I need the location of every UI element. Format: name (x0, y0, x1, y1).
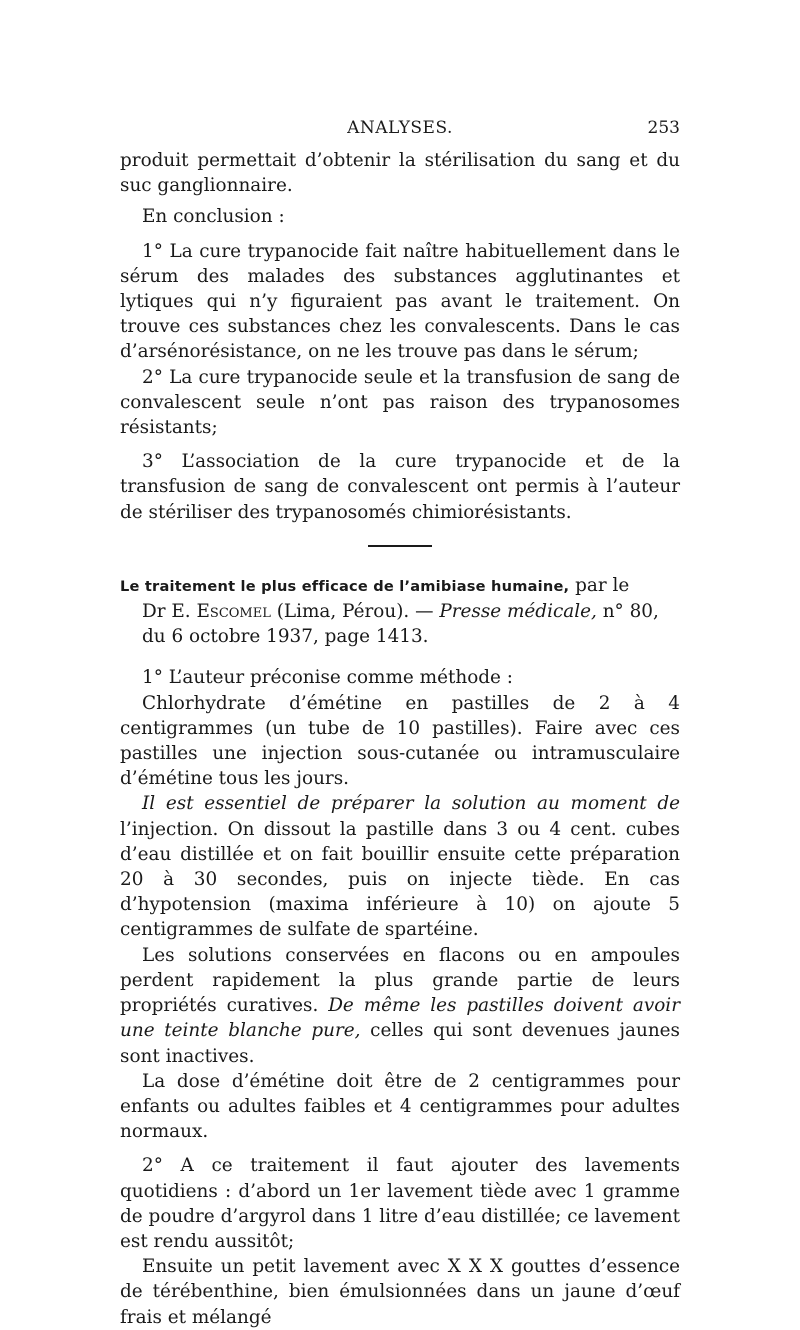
solutions-text-end: celles qui sont devenues jaunes sont inactives. (120, 1020, 680, 1067)
bibliographic-reference (120, 573, 680, 650)
reference-journal: Presse médicale, (439, 601, 597, 623)
page-body (120, 148, 680, 1330)
preparation-text: l’injection. On dissout la pastille dans 3 ou 4 cent. cubes d’eau distillée et on fait bouillir ensuite cette préparation 20 à 30 secondes, puis on injecte tiède. En cas d’hypotension (maxima inférieure à 10) on ajoute 5 centigrammes de sulfate de spartéine. (120, 818, 680, 941)
reference-continuation (120, 599, 680, 649)
page-header (120, 118, 680, 142)
solutions-text-start: Les solutions conservées en flacons ou en ampoules perdent rapidement la plus grande partie de leurs propriétés curatives. (120, 944, 680, 1017)
reference-author-prefix: Dr E. (142, 601, 197, 623)
running-title: ANALYSES. (347, 118, 453, 138)
paragraph-method-solutions (120, 943, 680, 1069)
paragraph-method-emetine: Chlorhydrate d’émétine en pastilles de 2 à 4 centigrammes (un tube de 10 pastilles). Faire avec ces pastilles une injection sous-cutanée ou intramusculaire d’émétine tous les jours. (120, 692, 680, 790)
paragraph-conclusion-1: 1° La cure trypanocide fait naître habituellement dans le sérum des malades des substances agglutinantes et lytiques qui n’y figuraient pas avant le traitement. On trouve ces substances chez les convalescents. Dans le cas d’arsénorésistance, on ne les trouve pas dans le sérum; (120, 240, 680, 363)
paragraph-method-terebenthine: Ensuite un petit lavement avec X X X gouttes d’essence de térébenthine, bien émulsionnées dans un jaune d’œuf frais et mélangé (120, 1256, 680, 1328)
reference-details: n° 80, du 6 octobre 1937, page 1413. (142, 601, 659, 648)
reference-author-place: (Lima, Pérou). — (270, 601, 440, 623)
preparation-emphasis: Il est essentiel de préparer la solution au moment de (142, 793, 680, 815)
paragraph-method-heading: 1° L’auteur préconise comme méthode : (142, 667, 513, 689)
paragraph-method-preparation (120, 791, 680, 942)
solutions-emphasis: De même les pastilles doivent avoir une teinte blanche pure, (120, 995, 680, 1042)
section-divider (368, 545, 432, 547)
reference-author-name: Escomel (196, 601, 271, 623)
page-number: 253 (647, 118, 680, 138)
paragraph-conclusion-3: 3° L’association de la cure trypanocide et de la transfusion de sang de convalescent ont permis à l’auteur de stériliser des trypanosomés chimiorésistants. (120, 451, 680, 523)
paragraph-method-lavements: 2° A ce traitement il faut ajouter des lavements quotidiens : d’abord un 1er lavement tiède avec 1 gramme de poudre d’argyrol dans 1 litre d’eau distillée; ce lavement est rendu aussitôt; (120, 1155, 680, 1252)
paragraph-continuation: produit permettait d’obtenir la stérilisation du sang et du suc ganglionnaire. (120, 150, 680, 197)
paragraph-conclusion-heading: En conclusion : (142, 206, 285, 228)
paragraph-conclusion-2: 2° La cure trypanocide seule et la transfusion de sang de convalescent seule n’ont pas raison des trypanosomes résistants; (120, 366, 680, 439)
paragraph-method-dose: La dose d’émétine doit être de 2 centigrammes pour enfants ou adultes faibles et 4 centigrammes pour adultes normaux. (120, 1070, 680, 1143)
reference-title: Le traitement le plus efficace de l’amibiase humaine, (120, 577, 570, 595)
reference-by: par le (569, 574, 630, 596)
